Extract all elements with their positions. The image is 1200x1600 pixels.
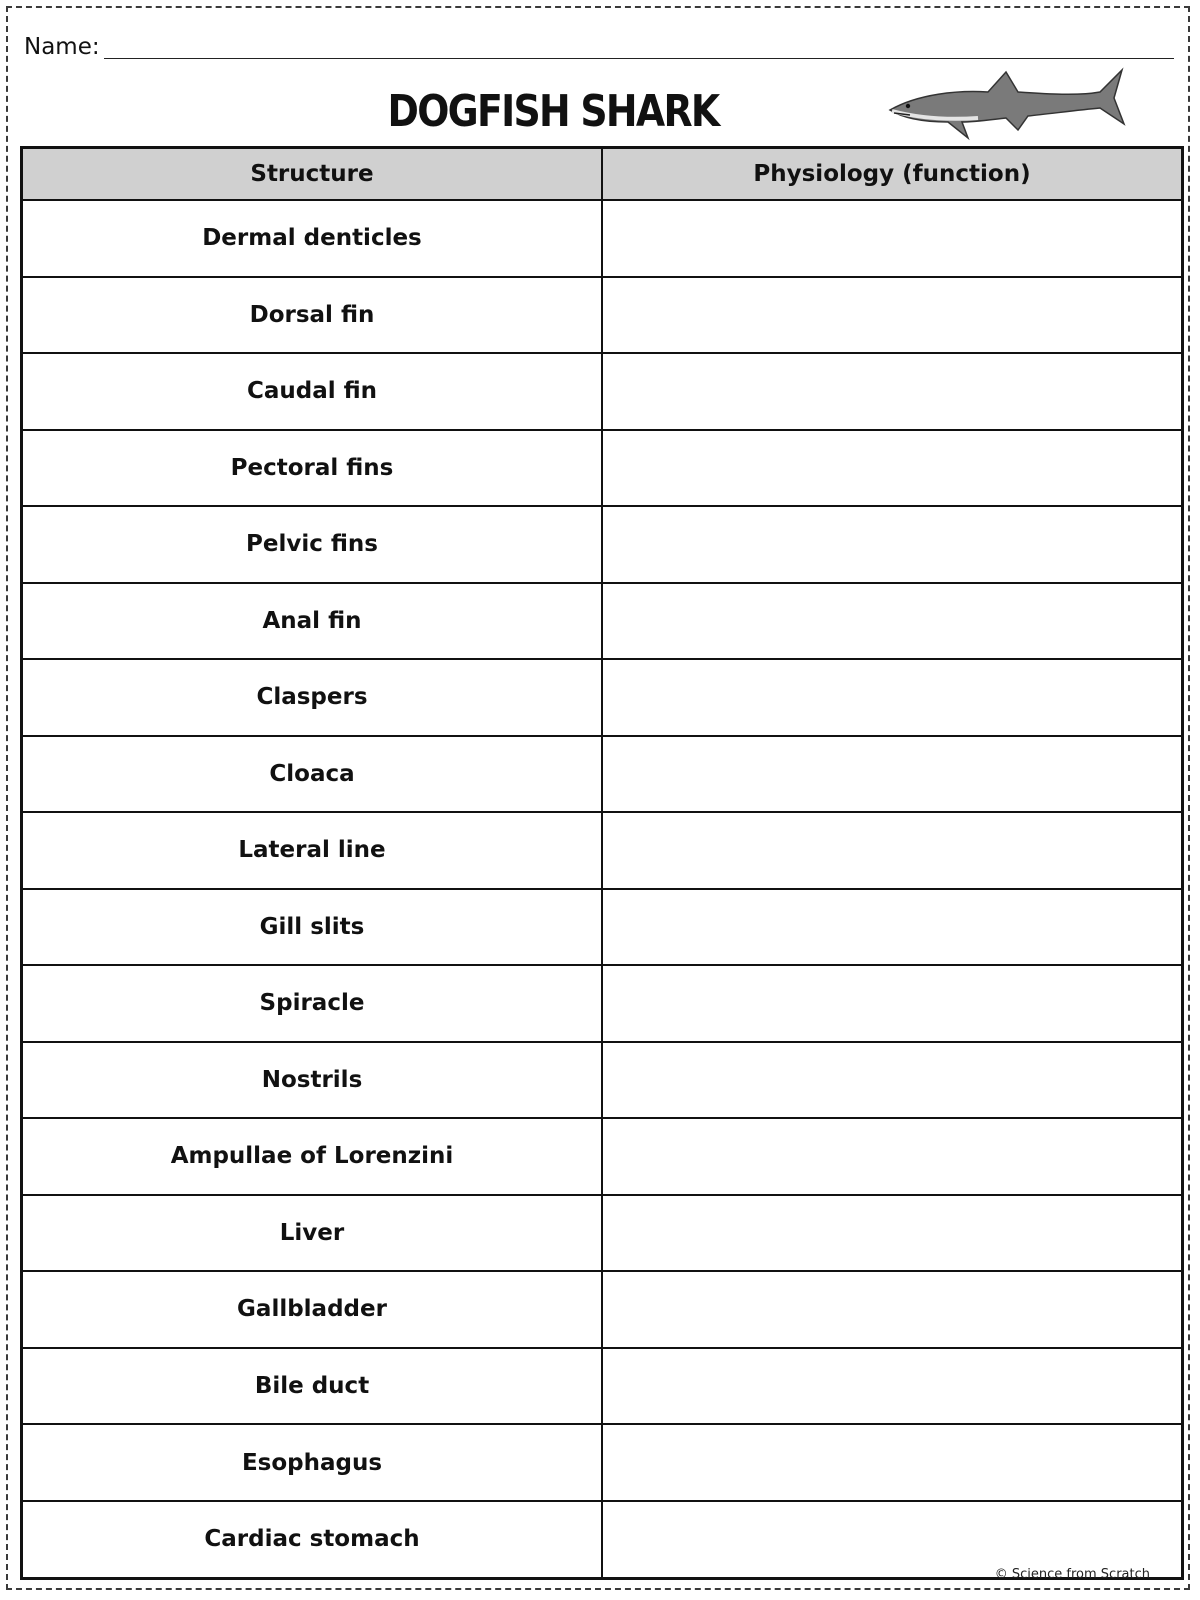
physiology-answer-cell[interactable] — [602, 583, 1183, 660]
structure-cell: Lateral line — [22, 812, 603, 889]
physiology-answer-cell[interactable] — [602, 965, 1183, 1042]
page-title: DOGFISH SHARK — [387, 86, 719, 137]
physiology-answer-cell[interactable] — [602, 659, 1183, 736]
table-row — [22, 812, 1183, 889]
name-input-line[interactable] — [104, 58, 1174, 59]
physiology-answer-cell[interactable] — [602, 277, 1183, 354]
table-row — [22, 353, 1183, 430]
structure-cell: Anal fin — [22, 583, 603, 660]
physiology-answer-cell[interactable] — [602, 1042, 1183, 1119]
shark-icon — [878, 66, 1128, 146]
name-label: Name: — [24, 34, 100, 60]
structure-cell: Caudal fin — [22, 353, 603, 430]
structure-cell: Ampullae of Lorenzini — [22, 1118, 603, 1195]
physiology-answer-cell[interactable] — [602, 506, 1183, 583]
table-row — [22, 1271, 1183, 1348]
structure-cell: Bile duct — [22, 1348, 603, 1425]
physiology-answer-cell[interactable] — [602, 353, 1183, 430]
table-row — [22, 965, 1183, 1042]
structure-cell: Cloaca — [22, 736, 603, 813]
physiology-answer-cell[interactable] — [602, 1195, 1183, 1272]
structure-cell: Gallbladder — [22, 1271, 603, 1348]
physiology-answer-cell[interactable] — [602, 1271, 1183, 1348]
structure-cell: Pelvic fins — [22, 506, 603, 583]
structure-cell: Pectoral fins — [22, 430, 603, 507]
table-row — [22, 1042, 1183, 1119]
structure-cell: Claspers — [22, 659, 603, 736]
table-header-row — [22, 148, 1183, 201]
physiology-answer-cell[interactable] — [602, 430, 1183, 507]
physiology-answer-cell[interactable] — [602, 1424, 1183, 1501]
table-row — [22, 583, 1183, 660]
worksheet-page — [6, 6, 1190, 1590]
physiology-answer-cell[interactable] — [602, 889, 1183, 966]
table-row — [22, 889, 1183, 966]
table-row — [22, 506, 1183, 583]
structure-cell: Cardiac stomach — [22, 1501, 603, 1579]
table-row — [22, 659, 1183, 736]
table-row — [22, 1118, 1183, 1195]
physiology-table — [20, 146, 1184, 1580]
physiology-answer-cell[interactable] — [602, 1118, 1183, 1195]
physiology-answer-cell[interactable] — [602, 200, 1183, 277]
header-physiology: Physiology (function) — [602, 148, 1183, 201]
physiology-answer-cell[interactable] — [602, 736, 1183, 813]
table-row — [22, 277, 1183, 354]
table-row — [22, 200, 1183, 277]
structure-cell: Liver — [22, 1195, 603, 1272]
table-row — [22, 1195, 1183, 1272]
structure-cell: Nostrils — [22, 1042, 603, 1119]
table-row — [22, 736, 1183, 813]
copyright-footer: © Science from Scratch — [994, 1567, 1150, 1582]
physiology-answer-cell[interactable] — [602, 812, 1183, 889]
table-row — [22, 1348, 1183, 1425]
name-row — [24, 30, 1174, 66]
table-row — [22, 430, 1183, 507]
physiology-answer-cell[interactable] — [602, 1348, 1183, 1425]
structure-cell: Gill slits — [22, 889, 603, 966]
structure-cell: Esophagus — [22, 1424, 603, 1501]
structure-cell: Dorsal fin — [22, 277, 603, 354]
structure-cell: Dermal denticles — [22, 200, 603, 277]
table-row — [22, 1424, 1183, 1501]
structure-cell: Spiracle — [22, 965, 603, 1042]
header-structure: Structure — [22, 148, 603, 201]
